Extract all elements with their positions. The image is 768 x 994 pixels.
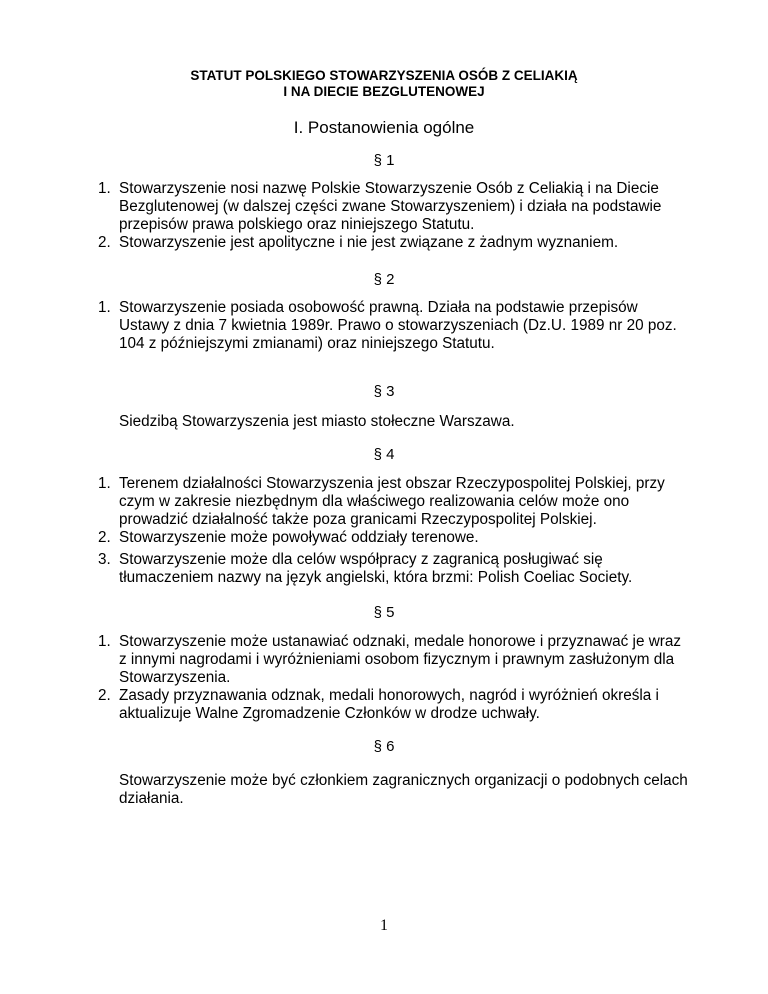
list-item — [98, 234, 698, 252]
item-line: 104 z późniejszymi zmianami) oraz niniejszego Statutu. — [119, 335, 495, 352]
section-3-text: Siedzibą Stowarzyszenia jest miasto stołeczne Warszawa. — [119, 413, 515, 430]
section-sign-4: § 4 — [373, 446, 395, 463]
item-number: 2. — [98, 234, 111, 251]
item-line: Stowarzyszenie jest apolityczne i nie jest związane z żadnym wyznaniem. — [119, 234, 619, 251]
item-line: Stowarzyszenie posiada osobowość prawną. Działa na podstawie przepisów — [119, 299, 638, 316]
item-line: Stowarzyszenia. — [119, 669, 231, 686]
item-number: 1. — [98, 475, 111, 492]
page-number: 1 — [380, 917, 388, 934]
item-number: 2. — [98, 529, 111, 546]
document-title-line-1: STATUT POLSKIEGO STOWARZYSZENIA OSÓB Z CELIAKIĄ — [190, 68, 578, 83]
section-sign-3: § 3 — [373, 383, 395, 400]
document-title-line-2: I NA DIECIE BEZGLUTENOWEJ — [283, 84, 485, 99]
paragraph-line: Stowarzyszenie może być członkiem zagranicznych organizacji o podobnych celach — [119, 772, 688, 789]
paragraph-line: działania. — [119, 790, 184, 807]
section-sign-5: § 5 — [373, 604, 395, 621]
list-item — [98, 529, 698, 547]
list-item — [98, 687, 698, 723]
item-number: 1. — [98, 299, 111, 316]
section-sign-2: § 2 — [373, 271, 395, 288]
item-line: Stowarzyszenie może dla celów współpracy z zagranicą posługiwać się — [119, 551, 603, 568]
item-line: Stowarzyszenie może ustanawiać odznaki, medale honorowe i przyznawać je wraz — [119, 633, 682, 650]
list-item — [98, 551, 698, 587]
list-item — [98, 299, 698, 353]
chapter-heading: I. Postanowienia ogólne — [293, 118, 475, 137]
item-line: Bezglutenowej (w dalszej części zwane Stowarzyszeniem) i działa na podstawie — [119, 198, 662, 215]
item-line: tłumaczeniem nazwy na język angielski, która brzmi: Polish Coeliac Society. — [119, 569, 633, 586]
item-number: 2. — [98, 687, 111, 704]
item-line: z innymi nagrodami i wyróżnieniami osobom fizycznym i prawnym zasłużonym dla — [119, 651, 675, 668]
list-item — [98, 180, 698, 234]
item-line: przepisów prawa polskiego oraz niniejszego Statutu. — [119, 216, 475, 233]
section-sign-1: § 1 — [373, 152, 395, 169]
section-sign-6: § 6 — [373, 738, 395, 755]
item-line: Stowarzyszenie nosi nazwę Polskie Stowarzyszenie Osób z Celiakią i na Diecie — [119, 180, 659, 197]
item-line: Zasady przyznawania odznak, medali honorowych, nagród i wyróżnień określa i — [119, 687, 659, 704]
list-item — [98, 475, 698, 529]
item-line: aktualizuje Walne Zgromadzenie Członków w drodze uchwały. — [119, 705, 540, 722]
item-line: Terenem działalności Stowarzyszenia jest obszar Rzeczypospolitej Polskiej, przy — [119, 475, 665, 492]
item-line: Stowarzyszenie może powoływać oddziały terenowe. — [119, 529, 479, 546]
item-number: 1. — [98, 633, 111, 650]
item-line: prowadzić działalność także poza granicami Rzeczypospolitej Polskiej. — [119, 511, 597, 528]
item-line: czym w zakresie niezbędnym dla właściwego realizowania celów może ono — [119, 493, 630, 510]
list-item — [98, 633, 698, 687]
item-line: Ustawy z dnia 7 kwietnia 1989r. Prawo o stowarzyszeniach (Dz.U. 1989 nr 20 poz. — [119, 317, 677, 334]
item-number: 1. — [98, 180, 111, 197]
item-number: 3. — [98, 551, 111, 568]
section-6-text — [119, 772, 709, 808]
